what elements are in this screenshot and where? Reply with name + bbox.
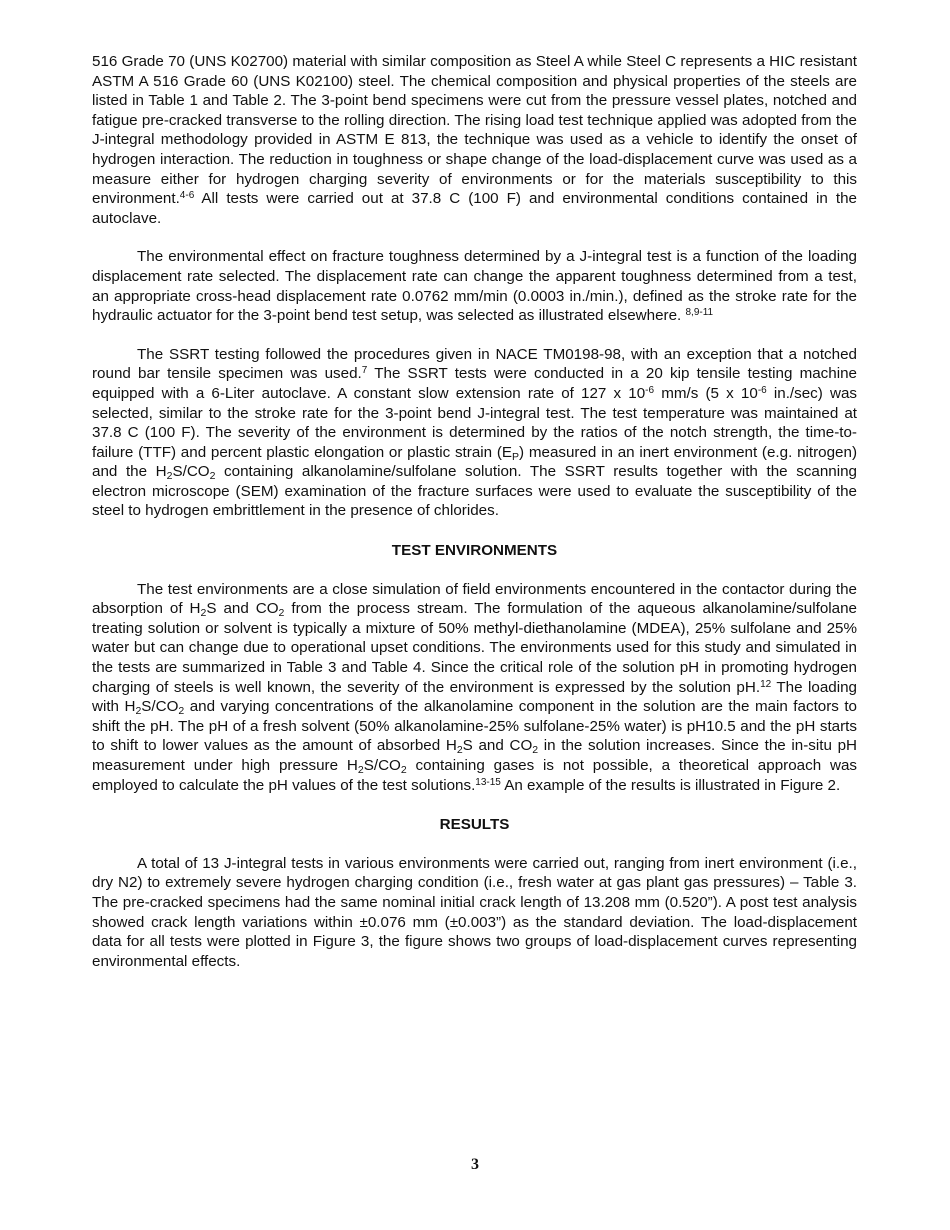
superscript: 12 [760, 678, 772, 690]
section-heading: TEST ENVIRONMENTS [391, 542, 558, 560]
superscript: -6 [757, 384, 767, 396]
body-paragraph [92, 52, 857, 228]
section-heading: RESULTS [439, 816, 510, 834]
text-run: mm/s (5 x 10 [654, 384, 758, 402]
subscript: 2 [166, 470, 173, 483]
superscript: 13-15 [475, 776, 501, 788]
text-run: The environmental effect on fracture toughness determined by a J-integral test is a function of the loading displacement rate selected. The displacement rate can change the apparent toughness determined from a test, an appropriate cross-head displacement rate 0.0762 mm/min (0.0003 in./min.), defined as the stroke rate for the hydraulic actuator for the 3-point bend test setup, was selected as illustrated elsewhere. [92, 248, 857, 325]
text-run: The SSRT tests were conducted in a 20 kip tensile testing machine equipped with a 6-Liter autoclave. A constant slow extension rate of 127 x 10 [92, 365, 857, 402]
body-paragraph [92, 580, 857, 796]
text-run: and varying concentrations of the alkanolamine component in the solution are the main factors to shift the pH. The pH of a fresh solvent (50% alkanolamine-25% sulfolane-25% water) is pH10.5 and the pH starts to shift to lower values as the amount of absorbed H [92, 698, 858, 755]
text-run: in the solution increases. Since the in-situ pH measurement under high pressure H [92, 737, 857, 774]
subscript: P [512, 450, 520, 463]
text-run: containing gases is not possible, a theoretical approach was employed to calculate the pH values of the test solutions. [92, 757, 857, 794]
text-run: A total of 13 J-integral tests in various environments were carried out, ranging from inert environment (i.e., dry N2) to extremely severe hydrogen charging condition (i.e., fresh water at gas plant gas pressures) – Table 3. The pre-cracked specimens had the same nominal initial crack length of 13.208 mm (0.520”). A post test analysis showed crack length variations within ±0.076 mm (±0.003”) as the standard deviation. The load-displacement data for all tests were plotted in Figure 3, the figure shows two groups of load-displacement curves representing environmental effects. [92, 854, 857, 970]
superscript: -6 [645, 384, 655, 396]
superscript: 4-6 [179, 190, 195, 202]
subscript: 2 [200, 607, 207, 620]
subscript: 2 [400, 764, 407, 776]
text-run: from the process stream. The formulation of the aqueous alkanolamine/sulfolane treating solution or solvent is typically a mixture of 50% methyl-diethanolamine (MDEA), 25% sulfolane and 25% water but can change due to operational upset conditions. The environments used for this study and simulated in the tests are summarized in Table 3 and Table 4. Since the critical role of the solution pH in promoting hydrogen charging of steels is well known, the severity of the environment is expressed by the solution pH. [92, 600, 857, 696]
subscript: 2 [357, 764, 364, 776]
text-run: The SSRT testing followed the procedures given in NACE TM0198-98, with an exception that a notched round bar tensile specimen was used. [92, 345, 857, 383]
superscript: 7 [361, 365, 368, 377]
document-body [92, 52, 857, 971]
subscript: 2 [135, 705, 142, 718]
text-run: All tests were carried out at 37.8 C (100 F) and environmental conditions contained in the autoclave. [92, 190, 857, 227]
text-run: ) measured in an inert environment (e.g. nitrogen) and the H [92, 443, 858, 481]
text-run: in./sec) was selected, similar to the stroke rate for the 3-point bend J-integral test. The test temperature was maintained at 37.8 C (100 F). The severity of the environment is determined by the ratios of the notch strength, the time-to-failure (TTF) and percent plastic elongation or plastic strain (E [92, 384, 857, 461]
text-run: The loading with H [92, 678, 857, 716]
subscript: 2 [532, 744, 539, 757]
subscript: 2 [456, 744, 463, 757]
body-paragraph [92, 345, 857, 521]
text-run: S/CO [141, 698, 179, 716]
text-run: S and CO [206, 600, 279, 618]
text-run: An example of the results is illustrated in Figure 2. [500, 776, 841, 794]
text-run: The test environments are a close simulation of field environments encountered in the contactor during the absorption of H [92, 580, 857, 618]
text-run: S/CO [172, 463, 210, 481]
body-paragraph [92, 247, 857, 325]
body-paragraph [92, 854, 857, 972]
text-run: 516 Grade 70 (UNS K02700) material with similar composition as Steel A while Steel C represents a HIC resistant ASTM A 516 Grade 60 (UNS K02100) steel. The chemical composition and physical properties of the steels are listed in Table 1 and Table 2. The 3-point bend specimens were cut from the pressure vessel plates, notched and fatigue pre-cracked transverse to the rolling direction. The rising load test technique applied was adopted from the J-integral methodology provided in ASTM E 813, the technique was used as a vehicle to identify the onset of hydrogen interaction. The reduction in toughness or shape change of the load-displacement curve was used as a measure either for hydrogen charging severity of environments or for the materials susceptibility to this environment. [92, 53, 857, 208]
text-run: S/CO [363, 757, 401, 774]
page-number: 3 [471, 1156, 479, 1173]
text-run: S and CO [462, 737, 533, 755]
superscript: 8,9-11 [685, 307, 714, 319]
subscript: 2 [178, 705, 185, 718]
subscript: 2 [209, 470, 216, 483]
text-run: containing alkanolamine/sulfolane solution. The SSRT results together with the scanning electron microscope (SEM) examination of the fracture surfaces were used to evaluate the susceptibility of the steel to hydrogen embrittlement in the presence of chlorides. [92, 463, 857, 520]
subscript: 2 [278, 607, 285, 620]
